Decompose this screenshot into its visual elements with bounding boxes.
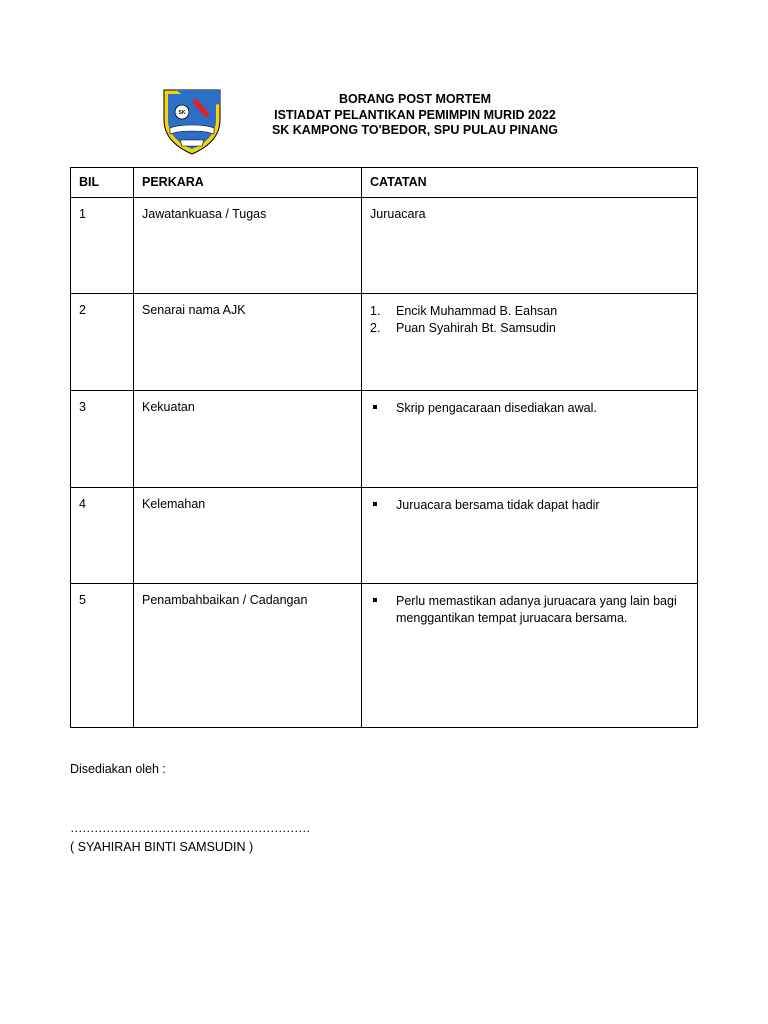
list-item-text: Skrip pengacaraan disediakan awal. [396,401,597,415]
list-item: 2. Puan Syahirah Bt. Samsudin [370,320,556,335]
row-catatan [362,391,698,488]
row-perkara: Penambahbaikan / Cadangan [134,584,362,728]
row-perkara: Jawatankuasa / Tugas [134,198,362,294]
list-item-text: Juruacara bersama tidak dapat hadir [396,498,600,512]
prepared-by-label: Disediakan oleh : [70,762,166,776]
school-name: SK KAMPONG TO'BEDOR, SPU PULAU PINANG [271,123,559,137]
row-catatan [362,198,698,294]
row-bil: 1 [71,198,134,294]
bullet-square-icon [373,502,377,506]
column-header-catatan: CATATAN [362,168,698,198]
signature-line: …………………………………………………… [70,821,310,835]
school-crest-icon [160,84,224,156]
catatan-text: Juruacara [370,207,426,221]
table-row [71,584,698,728]
list-item-text: Puan Syahirah Bt. Samsudin [396,320,556,335]
row-bil: 5 [71,584,134,728]
list-item [370,593,689,626]
bullet-square-icon [373,598,377,602]
table-row [71,391,698,488]
row-perkara: Senarai nama AJK [134,294,362,391]
list-item-text: Encik Muhammad B. Eahsan [396,304,558,318]
bullet-square-icon [373,405,377,409]
logo-sk-text: SK [178,110,186,116]
bullet-list [370,497,689,514]
bullet-list [370,400,689,417]
row-catatan [362,294,698,391]
event-title: ISTIADAT PELANTIKAN PEMIMPIN MURID 2022 [274,107,556,122]
form-header [250,92,580,139]
list-item-text: Perlu memastikan adanya juruacara yang lain bagi menggantikan tempat juruacara bersama. [396,594,677,625]
signer-name: ( SYAHIRAH BINTI SAMSUDIN ) [70,840,254,854]
numbered-list [370,303,689,336]
bullet-list [370,593,689,626]
row-perkara: Kelemahan [134,488,362,584]
list-item: 1. Encik Muhammad B. Eahsan [370,304,558,318]
form-title: BORANG POST MORTEM [338,92,492,106]
column-header-bil: BIL [71,168,134,198]
list-item [370,497,689,514]
table-header-row [71,168,698,198]
row-catatan [362,584,698,728]
list-item [370,400,689,417]
row-bil: 2 [71,294,134,391]
post-mortem-table [70,167,698,728]
table-row [71,294,698,391]
row-perkara: Kekuatan [134,391,362,488]
column-header-perkara: PERKARA [134,168,362,198]
row-bil: 4 [71,488,134,584]
table-row [71,488,698,584]
table-row [71,198,698,294]
row-catatan [362,488,698,584]
row-bil: 3 [71,391,134,488]
